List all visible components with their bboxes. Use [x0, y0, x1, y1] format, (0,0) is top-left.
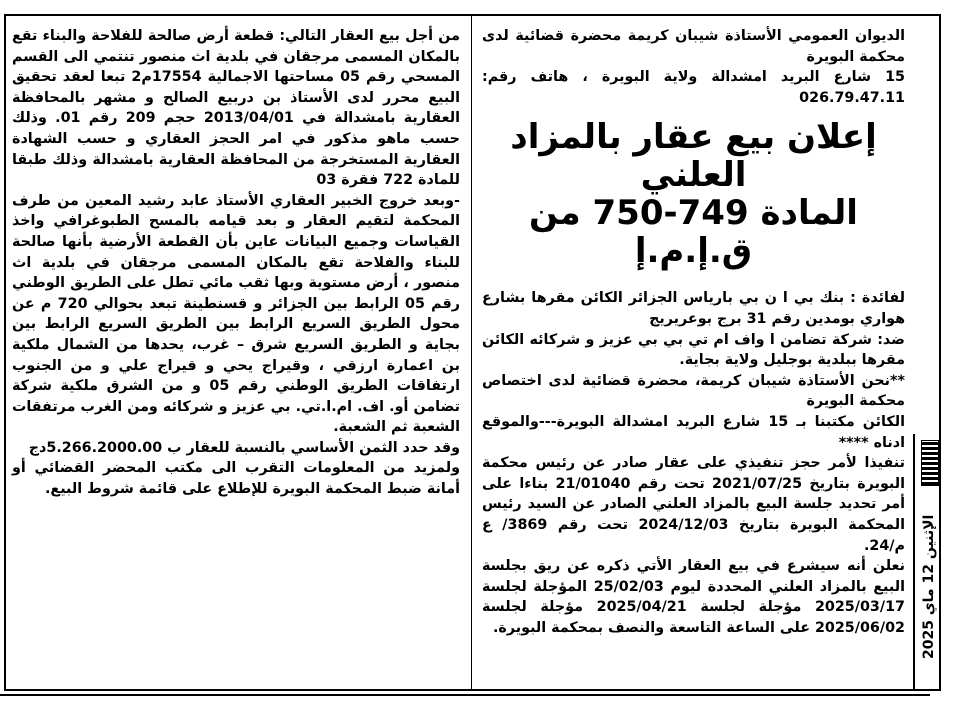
contact-info: ولمزيد من المعلومات التقرب الى مكتب المحضر القضائي أو أمانة ضبط المحكمة البويرة للإطلاع على قائمة شروط البيع.: [12, 460, 460, 498]
auction-schedule: نعلن أنه سيشرع في بيع العقار الأتي ذكره عن ريق بجلسة البيع بالمزاد العلني المحددة ليوم 25/02/03 المؤجلة لجلسة 2025/03/17 مؤجلة لجلسة 2025/04/21 مؤجلة لجلسة 2025/06/02 على الساعة التاسعة والنصف بمحكمة البويرة.: [482, 558, 905, 636]
ad-title-line1: إعلان بيع عقار بالمزاد العلني: [510, 117, 877, 196]
office-location: الكائن مكتبنا بـ 15 شارع البريد امشدالة البويرة---والموقع ادناه ****: [482, 413, 905, 451]
ad-title-line2: المادة 749-750 من ق.إ.م.إ: [529, 193, 858, 272]
left-column: [12, 26, 460, 500]
beneficiary: لفائدة : بنك بي ا ن بي بارياس الجزائر الكائن مقرها بشارع هواري بومدين رقم 31 برج بوعريريج: [482, 290, 905, 327]
issue-spine: [913, 434, 941, 690]
against-party: ضد: شركة تضامن ا واف ام تي بي بي عزيز و شركائه الكائن مقرها ببلدية بوجليل ولاية بجاية.: [482, 331, 905, 369]
ad-title: [482, 118, 905, 270]
office-header: الديوان العمومي الأستاذة شيبان كريمة محضرة قضائية لدى محكمة البويرة: [482, 28, 905, 65]
property-description: من أجل بيع العقار التالي: قطعة أرض صالحة للفلاحة والبناء تقع بالمكان المسمى مرجقان في بلدية اث منصور تنتمي الى القسم المسحي رقم 05 مساحتها الاجمالية 17554م2 تبعا لعقد تحقيق البيع محرر لدى الأستاذ بن دربيع الصالح و مشهر بالمحافظة العقارية بامشدالة في 2013/04/01 حجم 209 رقم 01. وذلك حسب ماهو مذكور في امر الحجز العقاري و حسب الشهادة العقارية المستخرجة من المحافظة العقارية بامشدالة وذلك طبقا للمادة 722 فقرة 03: [12, 28, 461, 189]
bottom-rule: [0, 694, 930, 696]
base-price: وقد حدد الثمن الأساسي بالنسبة للعقار ب 5.266.2000.00دج: [28, 439, 460, 456]
expert-report: -وبعد خروج الخبير العقاري الأستاذ عابد رشيد المعين من طرف المحكمة لتقيم العقار و بعد قيامه بالمسح الطبوغرافي واخذ القياسات وجميع البيانات عاين بأن القطعة الأرضية بأنها صالحة للبناء والفلاحة تقع بالمكان المسمى مرجقان في بلدية اث منصور ، أرض مستوية وبها ثقب مائي تطل على الطريق الوطني رقم 05 الرابط بين الجزائر و قسنطينة تبعد بحوالي 720 م عن محول الطريق السريع الرابط بين الطريق السريع الرابط بين بجاية و الطريق السريع شرق – غرب، يحدها من الشمال ملكية بن اعمارة ارزقي ، وقيراج يحي و قيراج علي و من الجنوب ارتفاقات الطريق الوطني رقم 05 و من الشرق ملكية شركة تضامن أو. اف. ام.ا.تي. بي عزيز و شركائه ومن الغرب مرتفقات الشعبة ثم الشعبة.: [12, 192, 460, 436]
column-divider: [471, 16, 472, 689]
barcode-icon: [921, 440, 939, 486]
bailiff-intro: **نحن الأستاذة شيبان كريمة، محضرة قضائية لدى اختصاص محكمة البويرة: [482, 372, 905, 410]
seizure-order: تنفيذا لأمر حجز تنفيذي على عقار صادر عن رئيس محكمة البويرة بتاريخ 2021/07/25 تحت رقم 21/01040 بناءا على أمر تحديد جلسة البيع بالمزاد العلني الصادر عن السيد رئيس المحكمة البويرة بتاريخ 2024/12/03 تحت رقم 3869/ ع م/24.: [482, 455, 906, 554]
office-address: 15 شارع البريد امشدالة ولاية البويرة ، هاتف رقم: 026.79.47.11: [482, 69, 905, 106]
right-column: [482, 26, 905, 638]
issue-date: الإثنين 12 ماي 2025: [921, 514, 937, 660]
